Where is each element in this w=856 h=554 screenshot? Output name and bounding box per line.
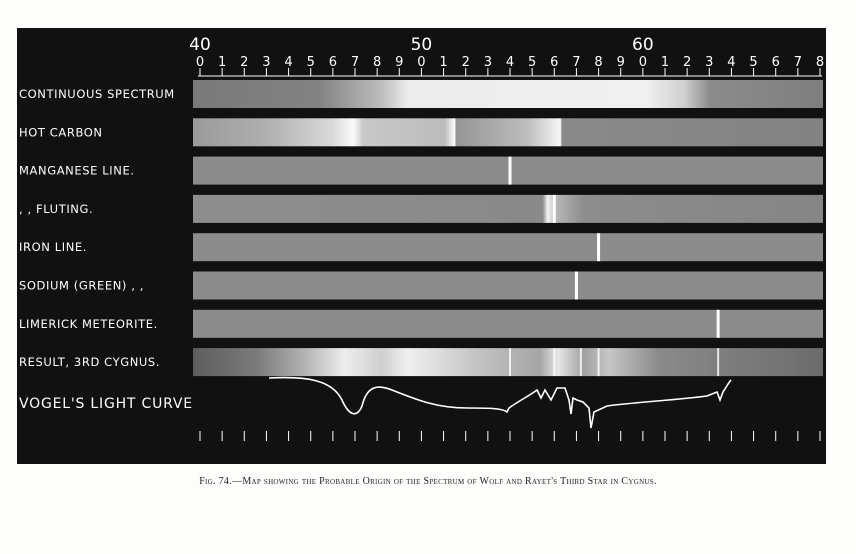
scale-digit: 1 bbox=[439, 55, 448, 70]
row-label: RESULT, 3RD CYGNUS. bbox=[19, 355, 161, 370]
scale-digit: 6 bbox=[771, 55, 780, 70]
scale-decade-label: 60 bbox=[632, 35, 654, 55]
scale-decade-label: 40 bbox=[189, 35, 211, 55]
scale-decade-label: 50 bbox=[410, 35, 433, 55]
result-line bbox=[509, 348, 511, 376]
scale-digit: 4 bbox=[284, 55, 293, 70]
emission-line bbox=[597, 233, 600, 261]
emission-line bbox=[575, 272, 578, 300]
scale-digit: 6 bbox=[550, 55, 559, 70]
scale-digit: 5 bbox=[528, 55, 537, 70]
scale-digit: 0 bbox=[195, 55, 205, 70]
scale-digit: 8 bbox=[815, 55, 825, 70]
spectrum-rows bbox=[19, 80, 823, 376]
row-label: MANGANESE LINE. bbox=[19, 163, 135, 178]
scale-digit: 4 bbox=[727, 55, 736, 70]
light-curve bbox=[269, 378, 731, 428]
scale-digit: 8 bbox=[594, 55, 603, 70]
scale-digit: 2 bbox=[461, 55, 470, 70]
spectrum-band bbox=[193, 310, 823, 338]
scale-digit: 0 bbox=[638, 55, 647, 70]
scale-digit: 7 bbox=[350, 55, 360, 70]
spectrum-band bbox=[193, 80, 823, 108]
spectrum-band bbox=[193, 157, 823, 185]
emission-line bbox=[553, 195, 556, 223]
scale-digit: 5 bbox=[306, 55, 315, 70]
scale-digit: 9 bbox=[395, 55, 404, 70]
emission-line bbox=[509, 157, 512, 185]
bottom-tick-scale bbox=[200, 431, 820, 441]
scale-digit: 6 bbox=[328, 55, 337, 70]
spectrum-band bbox=[193, 272, 823, 300]
scale-digit: 1 bbox=[660, 55, 670, 70]
result-line bbox=[580, 348, 582, 376]
result-line bbox=[598, 348, 600, 376]
scale-digit: 1 bbox=[218, 55, 227, 70]
scale-digit: 3 bbox=[483, 55, 492, 70]
scale-digit: 9 bbox=[616, 55, 625, 70]
result-line bbox=[553, 348, 555, 376]
spectrum-plate bbox=[17, 28, 826, 464]
scale-digit: 0 bbox=[417, 55, 426, 70]
row-label: SODIUM (GREEN) , , bbox=[19, 278, 145, 293]
scale-digit: 7 bbox=[793, 55, 802, 70]
wavelength-scale bbox=[189, 35, 824, 76]
row-label: CONTINUOUS SPECTRUM bbox=[19, 87, 175, 101]
scale-digit: 2 bbox=[683, 55, 692, 70]
emission-line bbox=[717, 310, 720, 338]
scale-digit: 4 bbox=[505, 55, 515, 70]
result-line bbox=[717, 348, 719, 376]
row-label: , , FLUTING. bbox=[19, 201, 94, 216]
scale-digit: 8 bbox=[373, 55, 382, 70]
scale-digit: 2 bbox=[240, 55, 249, 70]
light-curve-label: VOGEL'S LIGHT CURVE bbox=[19, 396, 193, 412]
spectrum-band bbox=[193, 233, 823, 261]
scale-digit: 5 bbox=[749, 55, 758, 70]
spectrum-band bbox=[193, 118, 823, 146]
scale-digit: 3 bbox=[262, 55, 271, 70]
scale-digit: 3 bbox=[705, 55, 714, 70]
spectrum-map bbox=[17, 28, 826, 464]
row-label: LIMERICK METEORITE. bbox=[19, 316, 158, 331]
spectrum-band bbox=[193, 348, 823, 376]
figure-caption: Fig. 74.—Map showing the Probable Origin of the Spectrum of Wolf and Rayet's Third Star in Cygnus. bbox=[199, 476, 657, 487]
scale-digit: 7 bbox=[572, 55, 581, 70]
spectrum-band bbox=[193, 195, 823, 223]
row-label: HOT CARBON bbox=[19, 125, 103, 140]
row-label: IRON LINE. bbox=[19, 240, 88, 255]
